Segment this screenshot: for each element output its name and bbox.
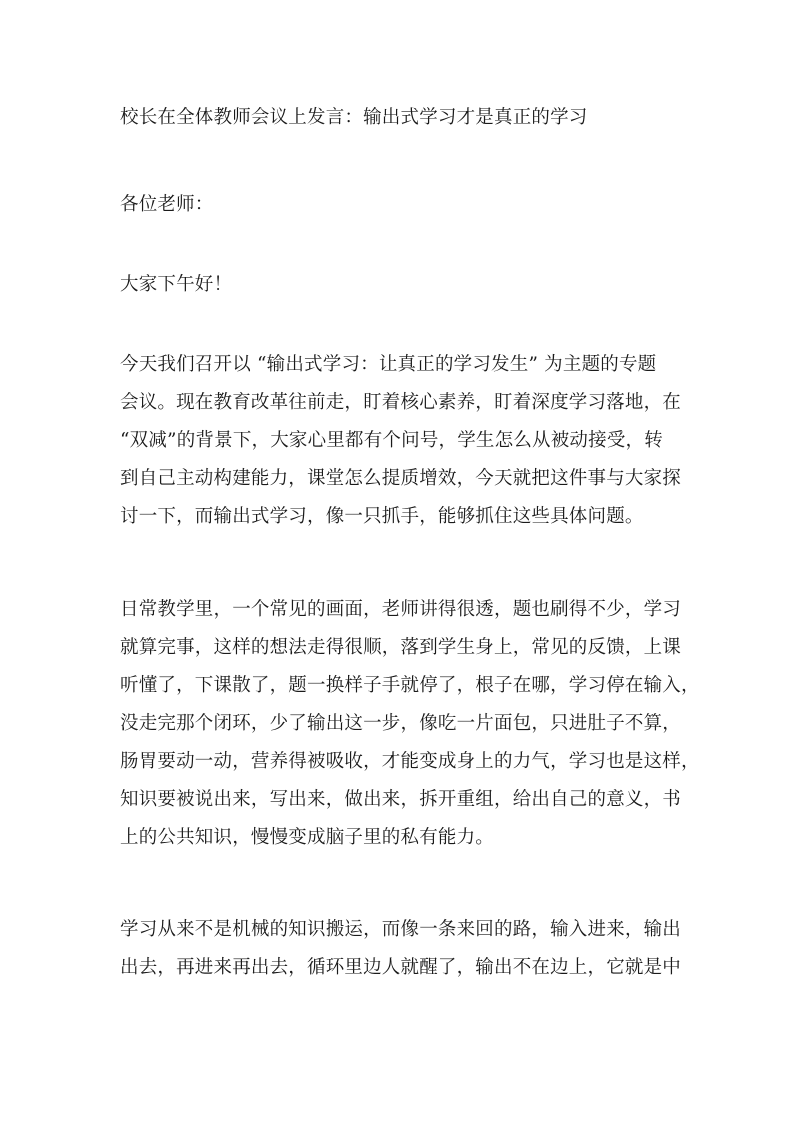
paragraph-line: “双减”的背景下，大家心里都有个问号，学生怎么从被动接受，转 — [120, 430, 663, 451]
paragraph-line: 上的公共知识，慢慢变成脑子里的私有能力。 — [120, 827, 495, 848]
paragraph-line: 听懂了，下课散了，题一换样子手就停了，根子在哪，学习停在输入， — [120, 675, 700, 696]
document-title: 校长在全体教师会议上发言：输出式学习才是真正的学习 — [120, 107, 588, 128]
paragraph-line: 会议。现在教育改革往前走，盯着核心素养，盯着深度学习落地，在 — [120, 392, 682, 413]
paragraph-line: 肠胃要动一动，营养得被吸收，才能变成身上的力气，学习也是这样， — [120, 751, 700, 772]
paragraph-line: 日常教学里，一个常见的画面，老师讲得很透，题也刷得不少，学习 — [120, 599, 682, 620]
paragraph-line: 没走完那个闭环，少了输出这一步，像吃一片面包，只进肚子不算， — [120, 713, 682, 734]
paragraph-line: 知识要被说出来，写出来，做出来，拆开重组，给出自己的意义，书 — [120, 789, 682, 810]
paragraph-line: 就算完事，这样的想法走得很顺，落到学生身上，常见的反馈，上课 — [120, 637, 682, 658]
paragraph-line: 讨一下，而输出式学习，像一只抓手，能够抓住这些具体问题。 — [120, 506, 644, 527]
paragraph-line: 出去，再进来再出去，循环里边人就醒了，输出不在边上，它就是中 — [120, 957, 682, 978]
paragraph-line: 今天我们召开以 “输出式学习：让真正的学习发生” 为主题的专题 — [120, 354, 657, 375]
paragraph-line: 到自己主动构建能力，课堂怎么提质增效，今天就把这件事与大家探 — [120, 468, 682, 489]
salutation: 各位老师： — [120, 194, 214, 215]
greeting: 大家下午好！ — [120, 274, 233, 295]
paragraph-line: 学习从来不是机械的知识搬运，而像一条来回的路，输入进来，输出 — [120, 919, 682, 940]
